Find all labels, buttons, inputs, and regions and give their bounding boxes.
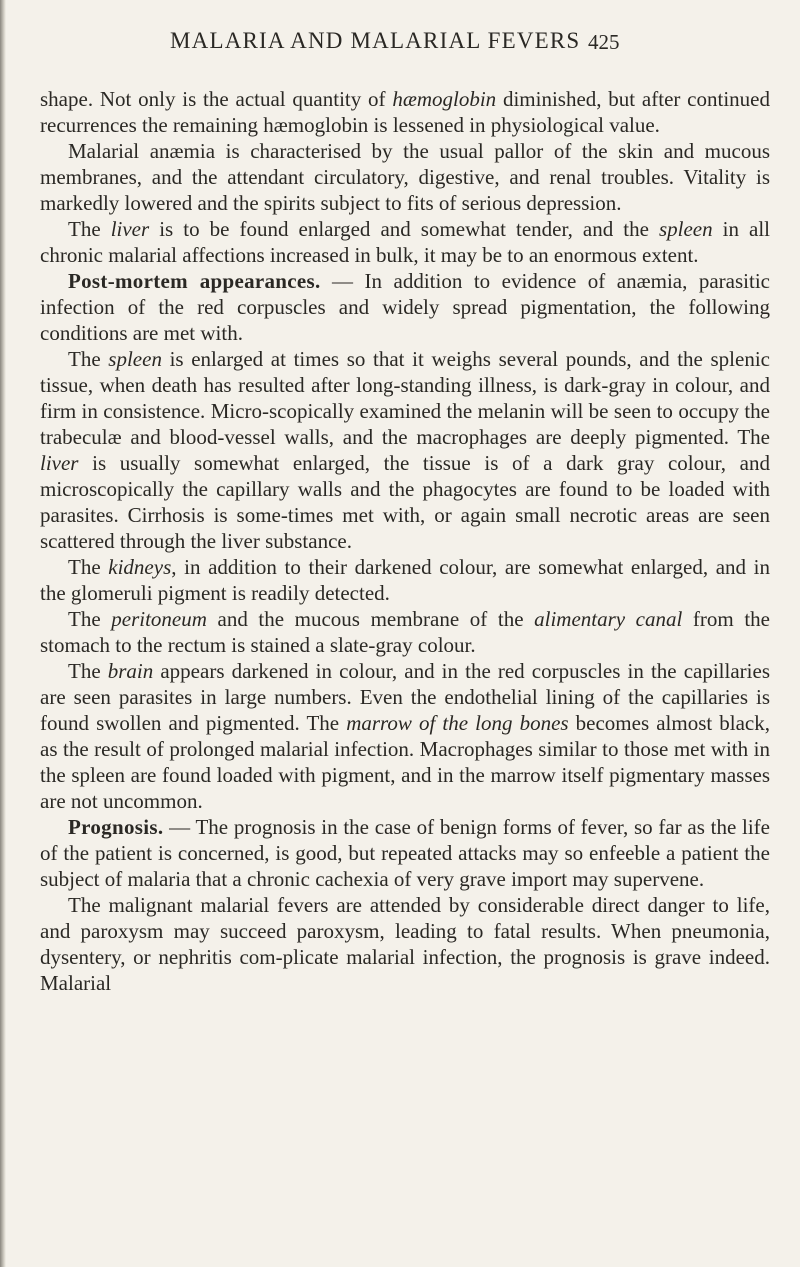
section-heading: Post-mortem appearances.	[68, 269, 321, 293]
text-run: Malarial anæmia is characterised by the usual pallor of the skin and mucous membranes, and the attendant circulatory, digestive, and renal troubles. Vitality is markedly lowered and the spirits subject to fits of serious depression.	[40, 139, 770, 215]
paragraph	[40, 346, 770, 554]
paragraph	[40, 138, 770, 216]
italic-term: liver	[110, 217, 150, 241]
text-run: is usually somewhat enlarged, the tissue is of a dark gray colour, and microscopically the capillary walls and the phagocytes are found to be loaded with parasites. Cirrhosis is some-times met with, or again small necrotic areas are seen scattered through the liver substance.	[40, 451, 770, 553]
paragraph	[40, 216, 770, 268]
italic-term: liver	[40, 451, 79, 475]
text-run: becomes almost black, as the result of prolonged malarial infection. Macrophages similar to those met with in the spleen are found loaded with pigment, and in the marrow itself pigmentary masses are not uncommon.	[40, 711, 771, 813]
text-run: The	[68, 347, 109, 371]
paragraph	[40, 892, 770, 996]
text-run: , in addition to their darkened colour, are somewhat enlarged, and in the glomeruli pigment is readily detected.	[40, 555, 770, 605]
body-text	[40, 86, 770, 996]
text-run: The	[68, 607, 112, 631]
italic-term: brain	[107, 659, 154, 683]
text-run: is enlarged at times so that it weighs several pounds, and the splenic tissue, when death has resulted after long-standing illness, is dark-gray in colour, and firm in consistence. Micro-scopically examined the melanin will be seen to occupy the trabeculæ and blood-vessel walls, and the macrophages are deeply pigmented. The	[40, 347, 770, 449]
italic-term: hæmoglobin	[392, 87, 497, 111]
text-run: The malignant malarial fevers are attended by considerable direct danger to life, and paroxysm may succeed paroxysm, leading to fatal results. When pneumonia, dysentery, or nephritis com-plicate malarial infection, the prognosis is grave indeed. Malarial	[40, 893, 770, 995]
text-run: The	[68, 555, 109, 579]
text-run: and the mucous membrane of the	[206, 607, 535, 631]
paragraph	[40, 554, 770, 606]
paragraph	[40, 814, 770, 892]
italic-term: marrow of the long bones	[346, 711, 569, 735]
italic-term: alimentary canal	[534, 607, 683, 631]
text-run: is to be found enlarged and somewhat tender, and the	[149, 217, 659, 241]
paragraph	[40, 86, 770, 138]
text-run: — The prognosis in the case of benign forms of fever, so far as the life of the patient is concerned, is good, but repeated attacks may so enfeeble a patient the subject of malaria that a chronic cachexia of very grave import may supervene.	[40, 815, 770, 891]
running-head: MALARIA AND MALARIAL FEVERS	[170, 28, 581, 53]
italic-term: kidneys	[108, 555, 172, 579]
text-run: The	[68, 217, 111, 241]
text-run: The	[68, 659, 108, 683]
text-run: diminished, but after continued recurrences the remaining hæmoglobin is lessened in physiological value.	[40, 87, 770, 137]
paragraph	[40, 606, 770, 658]
italic-term: spleen	[658, 217, 713, 241]
page-binding-shadow	[0, 0, 6, 1267]
text-run: from the stomach to the rectum is stained a slate-gray colour.	[40, 607, 770, 657]
paragraph	[40, 268, 770, 346]
page-number: 425	[588, 30, 620, 54]
text-run: shape. Not only is the actual quantity of	[40, 87, 393, 111]
text-run: appears darkened in colour, and in the red corpuscles in the capillaries are seen parasites in large numbers. Even the endothelial lining of the capillaries is found swollen and pigmented. The	[40, 659, 770, 735]
section-heading: Prognosis.	[68, 815, 164, 839]
italic-term: spleen	[108, 347, 162, 371]
text-run: in all chronic malarial affections increased in bulk, it may be to an enormous extent.	[40, 217, 771, 267]
paragraph	[40, 658, 770, 814]
italic-term: peritoneum	[111, 607, 207, 631]
text-run: — In addition to evidence of anæmia, parasitic infection of the red corpuscles and widely spread pigmentation, the following conditions are met with.	[40, 269, 770, 345]
